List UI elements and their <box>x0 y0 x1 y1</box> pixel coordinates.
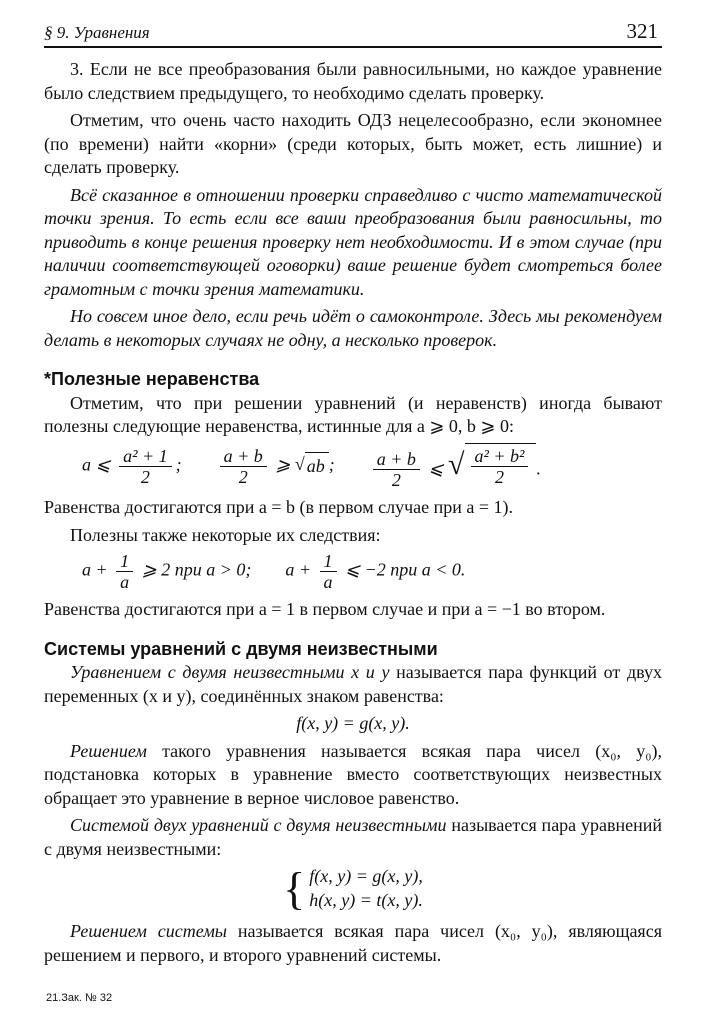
page-number: 321 <box>626 19 658 43</box>
printer-mark: 21.Зак. № 32 <box>46 992 113 1004</box>
system-line-2: h(x, y) = t(x, y). <box>309 889 423 910</box>
brace-symbol: { <box>283 862 306 914</box>
formula-equation: f(x, y) = g(x, y). <box>296 713 410 734</box>
paragraph-check-rule: 3. Если не все преобразования были равносильными, но каждое уравнение было следствием предыдущего, то необходимо сделать проверку. <box>44 59 662 103</box>
definition-system: Системой двух уравнений с двумя неизвестными называется пара уравнений с двумя неизвестными: <box>44 815 662 859</box>
heading-useful-inequalities: *Полезные неравенства <box>44 369 260 389</box>
running-header <box>44 20 662 48</box>
system-formula <box>44 862 662 914</box>
ineq-3: $\frac{a + b}{2}$ ⩽ √ $\frac{\text{a² + b²}}{2}$ . <box>369 443 541 491</box>
system-line-1: f(x, y) = g(x, y), <box>309 866 423 887</box>
corollaries-formula <box>44 551 662 592</box>
inequalities-formula <box>44 443 662 491</box>
equality-condition-2: Равенства достигаются при a = 1 в первом случае и при a = −1 во втором. <box>44 599 606 620</box>
paragraph-odz-note: Отметим, что очень часто находить ОДЗ нецелесообразно, если экономнее (по времени) найти «корни» (среди которых, быть может, есть лишние) и сделать проверку. <box>44 110 662 177</box>
paragraph-self-control: Но совсем иное дело, если речь идёт о самоконтроле. Здесь мы рекомендуем делать в некоторых случаях не одну, а несколько проверок. <box>44 306 662 350</box>
ineq-2: $\frac{a + b}{2}$ ⩾ √ ab ; <box>216 446 335 487</box>
heading-systems: Системы уравнений с двумя неизвестными <box>44 638 438 659</box>
corollary-1: a + $\frac{1}{a}$ ⩾ 2 при a > 0; <box>82 551 252 593</box>
definition-solution: Решением такого уравнения называется всякая пара чисел (x₀, y₀), подстановка которых в уравнение вместо соответствующих неизвестных обращает это уравнение в верное числовое равенство. <box>44 740 662 808</box>
page-body <box>44 58 662 971</box>
corollaries-intro: Полезны также некоторые их следствия: <box>70 524 381 545</box>
definition-system-solution: Решением системы называется всякая пара чисел (x₀, y₀), являющаяся решением и первого, и второго уравнений системы. <box>44 921 662 965</box>
inequalities-intro: Отметим, что при решении уравнений (и неравенств) иногда бывают полезны следующие неравенства, истинные для a ⩾ 0, b ⩾ 0: <box>44 392 662 436</box>
definition-equation: Уравнением с двумя неизвестными x и y называется пара функций от двух переменных (x и y), соединённых знаком равенства: <box>44 662 662 706</box>
equality-condition-1: Равенства достигаются при a = b (в первом случае при a = 1). <box>44 497 514 518</box>
section-title: § 9. Уравнения <box>44 23 150 42</box>
corollary-2: a + $\frac{1}{a}$ ⩽ −2 при a < 0. <box>285 551 466 593</box>
ineq-1: a ⩽ $\frac{\text{a² + 1}}{2}$ ; <box>82 445 182 487</box>
paragraph-verification: Всё сказанное в отношении проверки справедливо с чисто математической точки зрения. То есть если все ваши преобразования были равносильны, то приводить в конце решения проверку нет необходимости. И в этом случае (при наличии соответствующей оговорки) ваше решение будет смотреться более грамотным с точки зрения математики. <box>44 184 662 299</box>
